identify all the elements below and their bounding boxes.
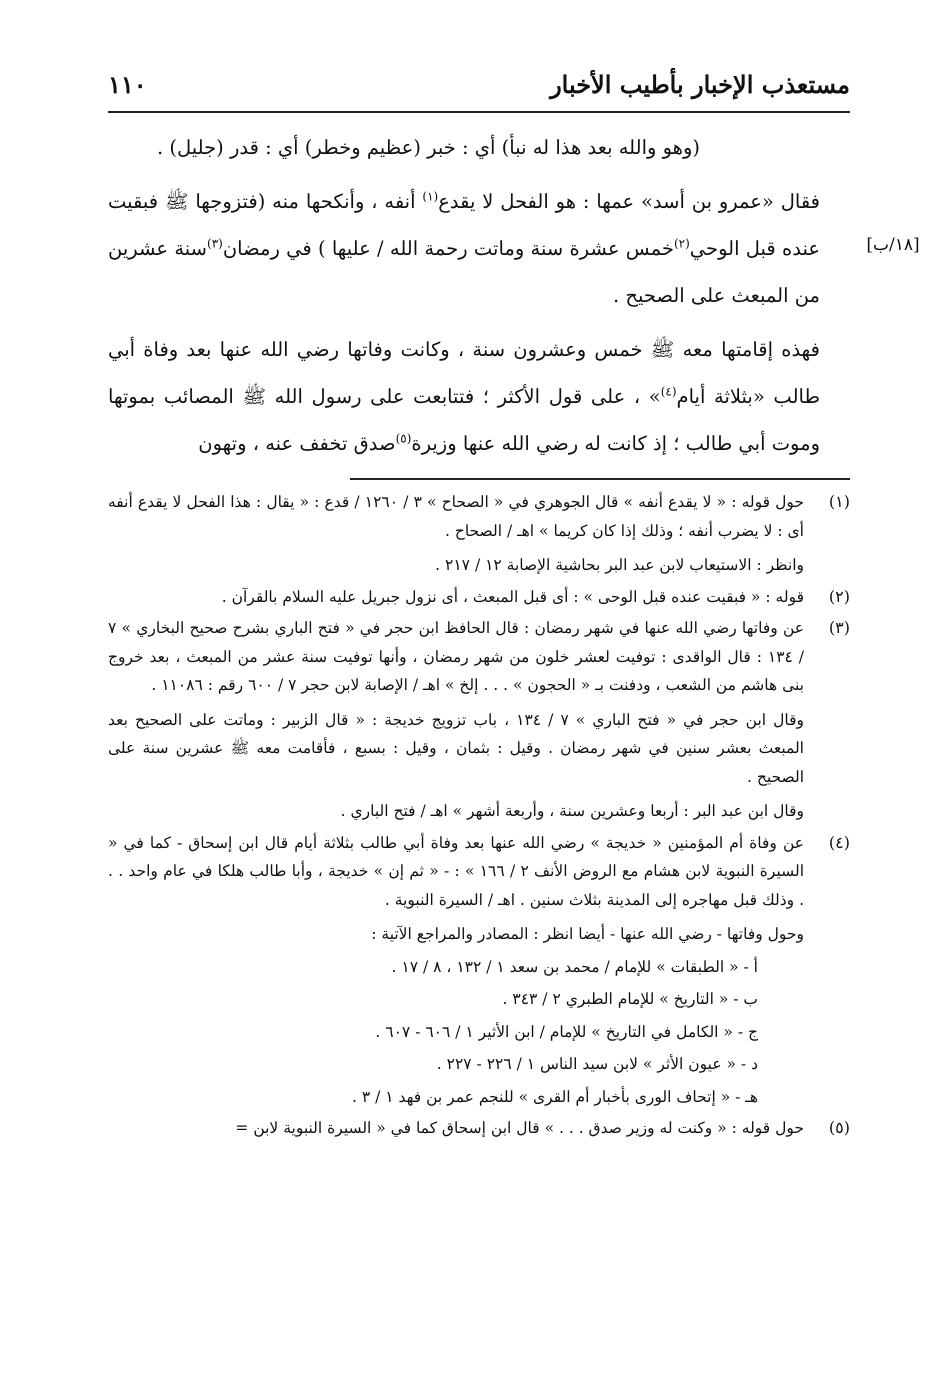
footnote-body [108,829,804,1112]
footnote-paragraph: عن وفاة أم المؤمنين « خديجة » رضي الله عنها بعد وفاة أبي طالب بثلاثة أيام قال ابن إسحاق - كما في « السيرة النبوية لابن هشام مع الروض الأنف ٢ / ١٦٦ » : - « ثم إن » خديجة ، وأبا طالب هلكا في عام واحد . . . وذلك قبل مهاجره إلى المدينة بثلاث سنين . اهـ / السيرة النبوية . [108,833,804,909]
source-item: أ - « الطبقات » للإمام / محمد بن سعد ١ / ١٣٢ ، ٨ / ١٧ . [391,957,758,976]
paragraph-3-text-a: فهذه إقامتها معه ﷺ خمس وعشرون سنة ، وكانت وفاتها رضي الله عنها بعد وفاة أبي طالب «بثلاثة أيام [108,338,820,408]
footnote-5 [108,1114,850,1143]
source-item: هـ - « إتحاف الورى بأخبار أم القرى » للنجم عمر بن فهد ١ / ٣ . [351,1087,758,1106]
footnote-body [108,614,804,826]
paragraph-2 [108,178,850,319]
source-item: د - « عيون الأثر » لابن سيد الناس ١ / ٢٢٦ - ٢٢٧ . [436,1055,758,1073]
footnote-number: (٣) [828,618,850,637]
footnote-number: (٤) [828,832,850,852]
footnote-divider [350,478,850,480]
footnote-number: (١) [828,492,850,511]
footnote-3 [108,614,850,826]
paragraph-1 [108,124,850,171]
paragraph-3-text-c: صدق تخفف عنه ، وتهون [198,432,396,455]
paragraph-3-text-b: » ، على قول الأكثر ؛ فتتابعت على رسول الله ﷺ المصائب بموتها وموت أبي طالب ؛ إذ كانت له رضي الله عنها وزيرة [108,385,820,455]
manuscript-folio-marker: [١٨/ب] [866,235,920,255]
footnote-ref-1: (١) [422,189,439,204]
paragraph-2-text-d: سنة عشرين من المبعث على الصحيح . [108,237,820,307]
footnote-paragraph: وقال ابن حجر في « فتح الباري » ٧ / ١٣٤ ، باب تزويج خديجة : « قال الزبير : وماتت على الصحيح بعد المبعث بعشر سنين في شهر رمضان . وقيل : بثمان ، وقيل : بسبع ، فأقامت معه ﷺ عشرين سنة على الصحيح . [108,710,805,786]
footnote-paragraph: عن وفاتها رضي الله عنها في شهر رمضان : قال الحافظ ابن حجر في « فتح الباري بشرح صحيح البخاري » ٧ / ١٣٤ : قال الواقدى : توفيت لعشر خلون من شهر رمضان ، وأنها توفيت سنة عشر من المبعث ، بعد خروج بنى هاشم من الشعب ، ودفنت بـ « الحجون » . . . إلخ » اهـ / الإصابة لابن حجر ٧ / ٦٠٠ رقم : ١١٠٨٦ . [108,619,804,694]
footnote-paragraph: قوله : « فبقيت عنده قبل الوحى » : أى قبل المبعث ، أى نزول جبريل عليه السلام بالقرآن . [221,587,804,606]
paragraph-2-text-c: خمس عشرة سنة وماتت رحمة الله / عليها ) في رمضان [222,237,674,260]
footnote-body [108,583,804,612]
footnote-number: (٥) [828,1118,850,1137]
page-number: ١١٠ [108,70,147,99]
footnote-ref-2: (٢) [673,236,690,251]
paragraph-3 [108,326,850,467]
running-header [108,62,850,108]
footnote-1 [108,488,850,580]
main-text [108,124,850,467]
paragraph-1-text: (وهو والله بعد هذا له نبأ) أي : خبر (عظيم وخطر) أي : قدر (جليل) . [157,136,700,159]
footnote-paragraph: حول قوله : « وكنت له وزير صدق . . . » قال ابن إسحاق كما في « السيرة النبوية لابن = [235,1119,804,1137]
footnote-paragraph: وانظر : الاستيعاب لابن عبد البر بحاشية الإصابة ١٢ / ٢١٧ . [435,556,804,574]
footnotes [108,488,850,1146]
footnote-body [108,488,804,580]
footnote-ref-3: (٣) [207,236,223,251]
footnote-body [108,1114,804,1143]
footnote-2 [108,583,850,612]
footnote-paragraph: وقال ابن عبد البر : أربعا وعشرين سنة ، وأربعة أشهر » اهـ / فتح الباري . [340,802,804,820]
source-item: ب - « التاريخ » للإمام الطبري ٢ / ٣٤٣ . [502,990,758,1008]
source-item: ج - « الكامل في التاريخ » للإمام / ابن الأثير ١ / ٦٠٦ - ٦٠٧ . [375,1022,758,1041]
footnote-ref-4: (٤) [660,384,677,399]
book-title: مستعذب الإخبار بأطيب الأخبار [550,70,850,99]
footnote-paragraph: حول قوله : « لا يقدع أنفه » قال الجوهري في « الصحاح » ٣ / ١٢٦٠ / قدع : « يقال : هذا الفحل لا يقدع أنفه أى : لا يضرب أنفه ؛ وذلك إذا كان كريما » اهـ / الصحاح . [108,493,804,540]
footnote-paragraph: وحول وفاتها - رضي الله عنها - أيضا انظر : المصادر والمراجع الآتية : [371,925,804,943]
paragraph-2-text-b: أنفه ، وأنكحها منه (فتزوجها ﷺ فبقيت عنده قبل الوحي [108,190,820,260]
footnote-ref-5: (٥) [395,431,412,446]
footnote-4 [108,829,850,1112]
footnote-number: (٢) [828,586,850,606]
header-divider [108,111,850,113]
paragraph-2-text-a: فقال «عمرو بن أسد» عمها : هو الفحل لا يقدع [438,190,821,213]
